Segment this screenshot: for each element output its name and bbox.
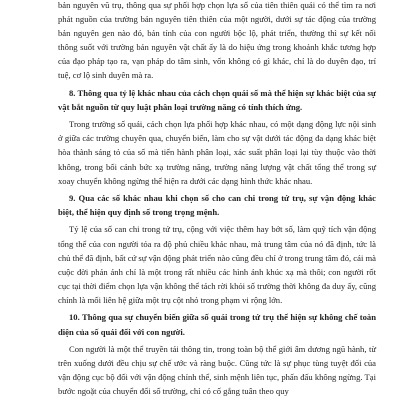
section-9-heading: 9. Qua các số khác nhau khi chọn số cho can chi trong tứ trụ, sự vận động khác biệt, thể hiện quy định số trong trọng mệnh.: [58, 193, 376, 218]
section-9-body: Tỷ lệ của số can chi trong tứ trụ, cộng với việc thêm hay bớt số, làm quỹ tích vận động tổng thể của con người tỏa ra độ phủ chiều khác nhau, mà trung tâm của nó đã định, tức là chủ thể đã định, bất cứ sự vận động phát triển nào cũng đều chỉ ở trong trung tâm đó, cái mà cuộc đời phản ánh chỉ là một trong rất nhiều các hình ảnh khúc xạ mà thôi; con người rốt cục tại thời điểm chọn lựa vận không thể tách rời khỏi số trường thời không đa duy ấy, cũng chính là mối liên hệ giữa một trụ cột nhỏ trong phạm vi rộng lớn.: [58, 224, 376, 305]
section-8-body: Trong trường số quái, cách chọn lựa phối hợp khác nhau, có một dạng động lực nội sinh ở giữa các trường chuyên qua, chuyển biến, làm cho sự vật dưới tác động đa dạng khác biệt hòa thành sáng tỏ của số mà tiến hành phân loại, xác suất phân loại lại tùy thuộc vào thời không, trong bối cảnh bức xạ trường năng, trường năng lượng vật chất tổng thể trong sự xoay chuyển không ngừng thể hiện ra dưới các dạng hình thức khác nhau.: [58, 119, 376, 186]
section-8-heading: 8. Thông qua tỷ lệ khác nhau của cách chọn quái số mà thể hiện sự khác biệt của sự vật bắt nguồn từ quy luật phân loại trường năng có tính thích ứng.: [58, 88, 376, 113]
section-10-heading: 10. Thông qua sự chuyển biến giữa số quái trong tứ trụ thể hiện sự không chế toàn diện của số quái đối với con người.: [58, 312, 376, 337]
section-10-body: Con người là một thể truyền tải thông tin, trong toàn bộ thể giới âm dương ngũ hành, từ trên xuống dưới đều chịu sự chế ước và ràng buộc. Cũng tức là sự phục tùng tuyệt đối của vận động cục bộ đối với vận động chỉnh thể, sinh mệnh liên tục, phấn đấu không ngừng. Tại bước ngoặt của chuyển đổi số trường, chỉ có cố gắng tuân theo quy: [58, 343, 376, 396]
intro-paragraph: bản nguyên vũ trụ, thông qua sự phối hợp chọn lựa số của tiên thiên quái có thể tìm ra nơi phát nguồn của trường bản nguyên tiên thiên của một người, dưới sự tác động của trường bản nguyên gen nào đó, bản tính của con người bộc lộ, phát triển, thường thì sự kết nối thông suốt với trường bản nguyên vật chất ấy là do hiệu ứng trong khoảnh khắc tương hợp của đạo pháp tạo ra, vạn pháp do tâm sinh, vốn không có gì khác, chỉ là do duyên đạo, trí tuệ, cơ lộ sinh duyên mà ra.: [58, 0, 376, 81]
page-text-column: [58, 0, 376, 398]
